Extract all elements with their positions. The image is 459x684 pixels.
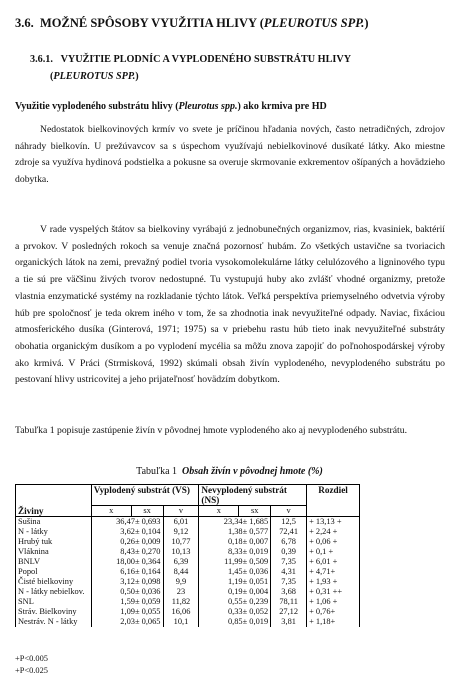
paragraph-1: Nedostatok bielkovinových krmív vo svete je príčinou hľadania nových, často netradičných, zdrojov náhrady bielkovín. U prežúvavcov sa s úspechom využívajú nebielkovinové dusíkaté látky. Ako miestne zdroje sa využíva hydinová podstielka a pokusne sa overuje skrmovanie exkrementov ošípaných a hovädzieho dobytka.: [15, 124, 445, 186]
subsection-heading: [30, 51, 351, 85]
section-number: 3.6.: [15, 16, 34, 30]
vs-value: 6,16± 0,164: [91, 567, 163, 577]
ns-v: 27,12: [271, 607, 307, 617]
subsection-italic: PLEUROTUS SPP.: [53, 71, 136, 82]
subsection-number: 3.6.1.: [30, 54, 53, 65]
paragraph-3: Tabuľka 1 popisuje zastúpenie živín v pôvodnej hmote vyplodeného ako aj nevyplodeného substrátu.: [15, 425, 408, 436]
subheading-post: ) ako krmiva pre HD: [237, 101, 327, 112]
vs-value: 36,47± 0,693: [91, 517, 163, 528]
diff-value: + 13,13 +: [307, 517, 360, 528]
header-nutrients: Živiny: [16, 485, 92, 517]
table-row: [16, 577, 360, 587]
ns-v: 7,35: [271, 557, 307, 567]
footnote-1: +P<0.005: [15, 654, 48, 663]
section-title-end: ): [364, 16, 369, 30]
vs-value: 2,03± 0,065: [91, 617, 163, 627]
ns-value: 0,18± 0,007: [199, 537, 271, 547]
sub-v: v: [163, 506, 199, 517]
footnote-2: +P<0.025: [15, 666, 48, 675]
ns-value: 0,19± 0,004: [199, 587, 271, 597]
table-row: [16, 597, 360, 607]
header-diff: Rozdiel: [307, 485, 360, 517]
nutrient-name: N - látky nebielkov.: [16, 587, 92, 597]
nutrient-name: BNLV: [16, 557, 92, 567]
nutrient-name: Hrubý tuk: [16, 537, 92, 547]
diff-value: + 1,93 +: [307, 577, 360, 587]
subheading-italic: Pleurotus spp.: [178, 101, 238, 112]
vs-v: 8,44: [163, 567, 199, 577]
subsection-paren-open: (: [50, 71, 54, 82]
diff-value: + 6,01 +: [307, 557, 360, 567]
diff-value: + 0,1 +: [307, 547, 360, 557]
header-vs: Vyplodený substrát (VS): [91, 485, 199, 506]
ns-v: 78,11: [271, 597, 307, 607]
vs-value: 8,43± 0,270: [91, 547, 163, 557]
table-row: [16, 537, 360, 547]
ns-v: 0,39: [271, 547, 307, 557]
diff-value: + 0,06 +: [307, 537, 360, 547]
ns-v: 4,31: [271, 567, 307, 577]
ns-value: 0,55± 0,239: [199, 597, 271, 607]
vs-v: 9,9: [163, 577, 199, 587]
diff-value: + 1,06 +: [307, 597, 360, 607]
ns-value: 8,33± 0,019: [199, 547, 271, 557]
diff-value: + 0,31 ++: [307, 587, 360, 597]
vs-v: 10,13: [163, 547, 199, 557]
nutrient-name: Popol: [16, 567, 92, 577]
nutrient-name: N - látky: [16, 527, 92, 537]
section-title-italic: PLEUROTUS SPP.: [263, 16, 365, 30]
subheading-pre: Využitie vyplodeného substrátu hlivy (: [15, 101, 179, 112]
vs-value: 3,12± 0,098: [91, 577, 163, 587]
sub-x: x: [91, 506, 131, 517]
table-header-row: [16, 485, 360, 506]
vs-value: 0,50± 0,036: [91, 587, 163, 597]
ns-v: 7,35: [271, 577, 307, 587]
nutrient-name: SNL: [16, 597, 92, 607]
vs-v: 23: [163, 587, 199, 597]
diff-value: + 1,18+: [307, 617, 360, 627]
table-row: [16, 567, 360, 577]
subsection-paren-close: ): [135, 71, 139, 82]
table-row: [16, 617, 360, 627]
nutrient-table: [15, 484, 360, 627]
vs-v: 16,06: [163, 607, 199, 617]
nutrient-name: Nestráv. N - látky: [16, 617, 92, 627]
nutrient-name: Čisté bielkoviny: [16, 577, 92, 587]
ns-value: 1,19± 0,051: [199, 577, 271, 587]
subsection-title: VYUŽITIE PLODNÍC A VYPLODENÉHO SUBSTRÁTU HLIVY: [60, 54, 352, 65]
vs-v: 6,01: [163, 517, 199, 528]
subsection-line-1: [30, 51, 351, 68]
ns-v: 3,68: [271, 587, 307, 597]
sub-x: x: [199, 506, 239, 517]
vs-v: 9,12: [163, 527, 199, 537]
subheading: [15, 101, 327, 112]
vs-v: 10,77: [163, 537, 199, 547]
table-caption-title: Obsah živín v pôvodnej hmote (%): [182, 466, 323, 477]
diff-value: + 0,76+: [307, 607, 360, 617]
sub-sx: sx: [239, 506, 271, 517]
vs-value: 1,59± 0,059: [91, 597, 163, 607]
table-body: [16, 517, 360, 628]
ns-value: 0,33± 0,052: [199, 607, 271, 617]
vs-value: 18,00± 0,364: [91, 557, 163, 567]
table-row: [16, 517, 360, 528]
table-row: [16, 607, 360, 617]
table-row: [16, 587, 360, 597]
vs-value: 0,26± 0,009: [91, 537, 163, 547]
table-caption: [0, 466, 459, 477]
vs-v: 11,82: [163, 597, 199, 607]
sub-sx: sx: [131, 506, 163, 517]
diff-value: + 2,24 +: [307, 527, 360, 537]
nutrient-name: Stráv. Bielkoviny: [16, 607, 92, 617]
ns-value: 1,45± 0,036: [199, 567, 271, 577]
nutrient-name: Vláknina: [16, 547, 92, 557]
table-row: [16, 547, 360, 557]
ns-value: 1,38± 0,577: [199, 527, 271, 537]
diff-value: + 4,71+: [307, 567, 360, 577]
ns-v: 12,5: [271, 517, 307, 528]
vs-value: 3,62± 0,104: [91, 527, 163, 537]
vs-v: 10,1: [163, 617, 199, 627]
nutrient-name: Sušina: [16, 517, 92, 528]
section-heading: [15, 16, 369, 31]
ns-v: 72,41: [271, 527, 307, 537]
subsection-line-2: [30, 68, 351, 85]
ns-v: 6,78: [271, 537, 307, 547]
ns-value: 11,99± 0,509: [199, 557, 271, 567]
ns-v: 3,81: [271, 617, 307, 627]
sub-v: v: [271, 506, 307, 517]
vs-v: 6,39: [163, 557, 199, 567]
section-title: MOŽNÉ SPÔSOBY VYUŽITIA HLIVY (: [40, 16, 264, 30]
ns-value: 0,85± 0,019: [199, 617, 271, 627]
header-ns: Nevyplodený substrát (NS): [199, 485, 307, 506]
table-row: [16, 557, 360, 567]
table-caption-label: Tabuľka 1: [136, 466, 178, 477]
table-row: [16, 527, 360, 537]
ns-value: 23,34± 1,685: [199, 517, 271, 528]
paragraph-2: V rade vyspelých štátov sa bielkoviny vyrábajú z jednobunečných organizmov, rias, kvasiniek, baktérií a prvokov. V posledných rokoch sa venuje značná pozornosť hubám. Zo všetkých ustavične sa tvoriacich organických látok na zemi, prevažný podiel tvoria vysokomolekulárne látky celulózového a ligninového typu a tie sú pre väčšinu živých tvorov nedostupné. Tu vystupujú huby ako zvlášť vhodné organizmy, pretože vlastnia enzymatické systémy na rozkladanie týchto látok. Veľká perspektíva priemyselného odvetvia výroby húb pre spoločnosť je teda okrem iného v tom, že sa zhodnotia inak nevyužiteľné odpady. Naviac, fixáciou atmosferického dusíka (Ginterová, 1971; 1975) sa v priebehu rastu húb tieto inak nevyužiteľné substráty obohatia organickým dusíkom a po vyplodení mycélia sa môžu znova zapojiť do poľnohospodárskej výroby ako krmivá. V Práci (Strmisková, 1992) skúmali obsah živín vyplodeného, nevyplodeného substrátu po pestovaní hlivy ustricovitej a jeho prijateľnosť hovädzím dobytkom.: [15, 224, 445, 386]
vs-value: 1,09± 0,055: [91, 607, 163, 617]
